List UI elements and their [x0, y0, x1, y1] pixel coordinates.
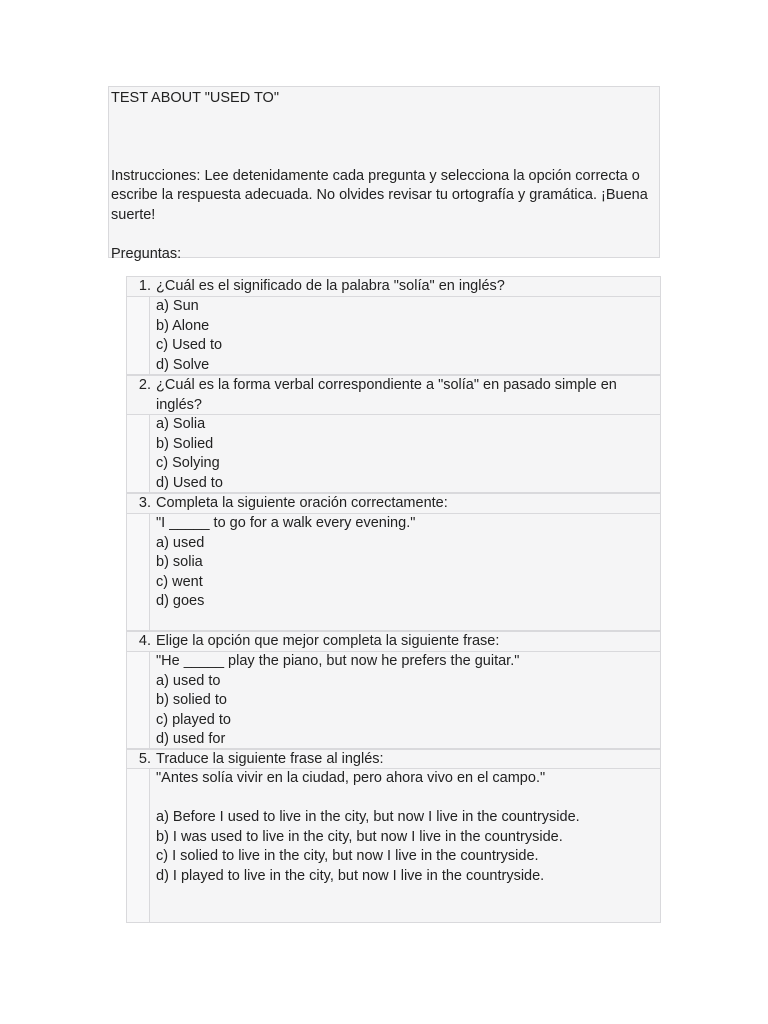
option-a: a) used to: [156, 672, 221, 689]
option-a: a) Before I used to live in the city, but now I live in the countryside.: [156, 809, 580, 826]
question-2-row: [126, 375, 661, 415]
option-b: b) Alone: [156, 317, 210, 334]
instructions-text: Instrucciones: Lee detenidamente cada pregunta y selecciona la opción correcta o escribe la respuesta adecuada. No olvides revisar tu ortografía y gramática. ¡Buena suerte!: [111, 167, 648, 223]
option-a: a) used: [156, 534, 205, 551]
option-c: c) went: [156, 573, 203, 590]
option-c: c) I solied to live in the city, but now I live in the countryside.: [156, 848, 539, 865]
gutter-cell: [127, 415, 150, 492]
option-b: b) solied to: [156, 692, 227, 709]
option-b: b) solia: [156, 554, 203, 571]
question-3-row: [126, 493, 661, 514]
page-title: TEST ABOUT "USED TO": [111, 90, 279, 106]
option-a: a) Sun: [156, 298, 199, 314]
question-4-options: [126, 652, 661, 749]
gutter-cell: [127, 297, 150, 374]
question-3-options: [126, 514, 661, 631]
questions-label: Preguntas:: [111, 245, 182, 262]
question-number: 1.: [138, 278, 151, 294]
question-5-row: [126, 749, 661, 769]
option-d: d) used for: [156, 731, 226, 748]
question-number: 3.: [138, 495, 151, 511]
gutter-cell: [127, 769, 150, 922]
question-5-options: [126, 769, 661, 923]
question-text: Completa la siguiente oración correctamente:: [156, 495, 448, 511]
question-4-row: [126, 631, 661, 652]
option-d: d) goes: [156, 593, 205, 610]
question-text: ¿Cuál es el significado de la palabra "solía" en inglés?: [156, 278, 505, 294]
option-c: c) Solying: [156, 455, 220, 472]
question-text: Traduce la siguiente frase al inglés:: [156, 751, 384, 767]
test-header: [108, 86, 660, 262]
question-prompt: "He _____ play the piano, but now he prefers the guitar.": [156, 653, 520, 669]
question-number: 2.: [138, 377, 151, 393]
question-text: Elige la opción que mejor completa la siguiente frase:: [156, 633, 500, 649]
gutter-cell: [127, 652, 150, 748]
question-text: ¿Cuál es la forma verbal correspondiente a "solía" en pasado simple en inglés?: [156, 377, 617, 413]
question-prompt: "Antes solía vivir en la ciudad, pero ahora vivo en el campo.": [156, 770, 546, 786]
option-d: d) Used to: [156, 474, 223, 491]
option-c: c) Used to: [156, 337, 223, 354]
question-1-options: [126, 297, 661, 375]
option-d: d) Solve: [156, 356, 210, 373]
spacer: [156, 789, 660, 809]
option-b: b) I was used to live in the city, but now I live in the countryside.: [156, 828, 563, 845]
question-1-row: [126, 276, 661, 297]
question-2-options: [126, 415, 661, 493]
option-d: d) I played to live in the city, but now I live in the countryside.: [156, 867, 545, 884]
option-c: c) played to: [156, 711, 231, 728]
question-number: 4.: [138, 633, 151, 649]
option-b: b) Solied: [156, 435, 214, 452]
question-number: 5.: [138, 751, 151, 767]
option-a: a) Solia: [156, 416, 206, 432]
gutter-cell: [127, 514, 150, 630]
question-prompt: "I _____ to go for a walk every evening.": [156, 515, 416, 531]
